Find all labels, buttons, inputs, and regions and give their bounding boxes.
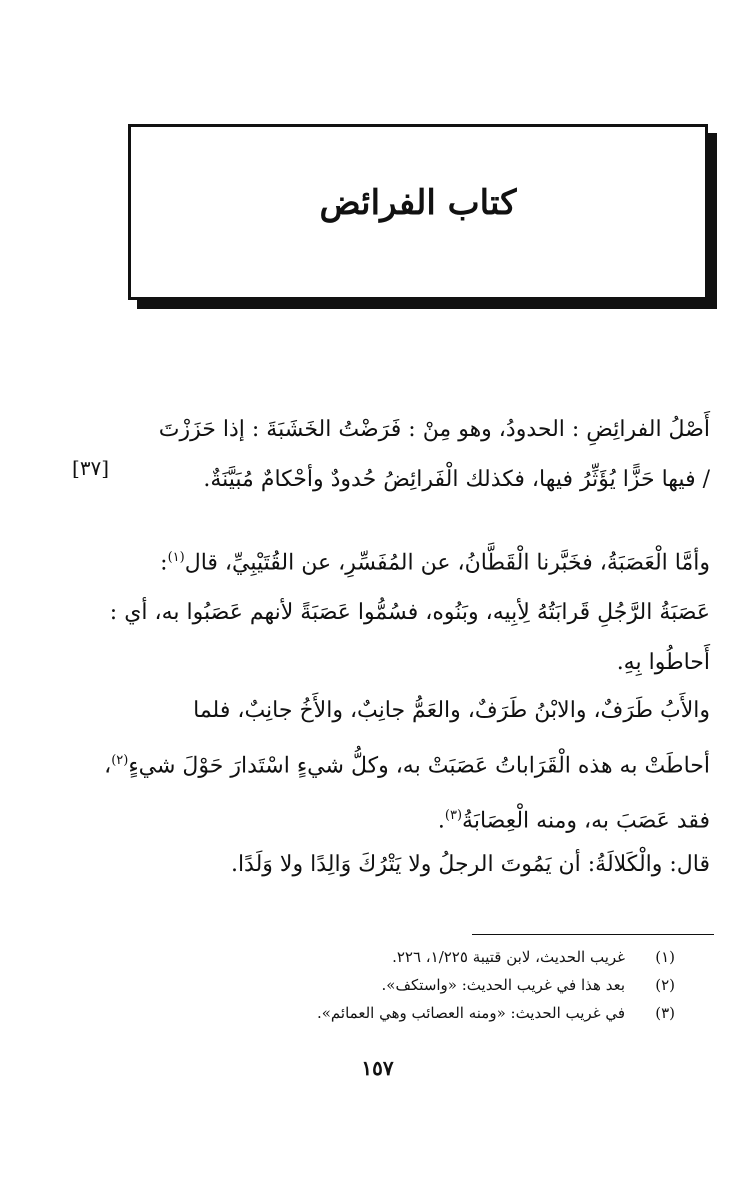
paragraph-line	[80, 791, 710, 846]
chapter-title: كتاب الفرائض	[319, 183, 517, 223]
footnote-number: (٢)	[655, 976, 675, 994]
paragraph-line: عَصَبَةُ الرَّجُلِ قَرابَتُهُ لِأبِيه، وبَنُوه، فسُمُّوا عَصَبَةً لأنهم عَصَبُوا به، أي :	[109, 600, 710, 626]
line-text: وأمَّا الْعَصَبَةُ، فخَبَّرنا الْقَطَّانُ، عن المُفَسِّرِ، عن القُتَيْبِيِّ، قال	[184, 550, 710, 576]
line-text: أحاطَتْ به هذه الْقَرَاباتُ عَصَبَتْ به، وكلُّ شيءٍ اسْتَدارَ حَوْلَ شيءٍ	[128, 753, 710, 779]
paragraph-1	[80, 405, 710, 505]
paragraph-line	[80, 736, 710, 791]
paragraph-line	[80, 533, 710, 588]
footnote-number: (١)	[655, 948, 675, 966]
page-number: ١٥٧	[361, 1056, 394, 1080]
line-text: فقد عَصَبَ به، ومنه الْعِصَابَةُ	[462, 808, 710, 834]
paragraph-line: والأَبُ طَرَفٌ، والابْنُ طَرَفٌ، والعَمُّ جانِبٌ، والأَخُ جانِبٌ، فلما	[193, 698, 710, 723]
footnote-text: في غريب الحديث: «ومنه العصائب وهي العمائم».	[316, 1004, 625, 1022]
footnote-ref: (٣)	[444, 808, 463, 824]
paragraph-2	[80, 533, 710, 688]
footnote-text: بعد هذا في غريب الحديث: «واستكف».	[381, 976, 625, 994]
chapter-title-box	[128, 124, 708, 300]
footnote-number: (٣)	[655, 1004, 675, 1022]
line-text: :	[160, 550, 168, 576]
paragraph-line: قال: والْكَلالَةُ: أن يَمُوتَ الرجلُ ولا يَتْرُكَ وَالِدًا ولا وَلَدًا.	[230, 852, 710, 877]
margin-page-reference: [٣٧]	[72, 456, 110, 480]
paragraph-line: أَصْلُ الفرائِضِ : الحدودُ، وهو مِنْ : فَرَضْتُ الخَشَبَةَ : إذا حَزَزْتَ	[158, 417, 710, 442]
paragraph-3	[80, 686, 710, 847]
line-text: ،	[104, 753, 112, 779]
footnote-ref: (٢)	[111, 753, 129, 768]
line-text: .	[437, 808, 445, 834]
footnote-text: غريب الحديث، لابن قتيبة ١/٢٢٥، ٢٢٦.	[392, 948, 625, 966]
footnote-2	[115, 976, 675, 994]
footnote-3	[115, 1004, 675, 1022]
paragraph-line: / فيها حَزًّا يُؤَثِّرُ فيها، فكذلك الْفَرائِضُ حُدودٌ وأحْكامٌ مُبَيَّنَةٌ.	[203, 467, 710, 492]
footnote-1	[115, 948, 675, 966]
paragraph-line: أَحاطُوا بِهِ.	[616, 650, 710, 676]
paragraph-4	[80, 840, 710, 890]
footnote-separator	[472, 934, 714, 935]
footnote-ref: (١)	[167, 550, 185, 565]
